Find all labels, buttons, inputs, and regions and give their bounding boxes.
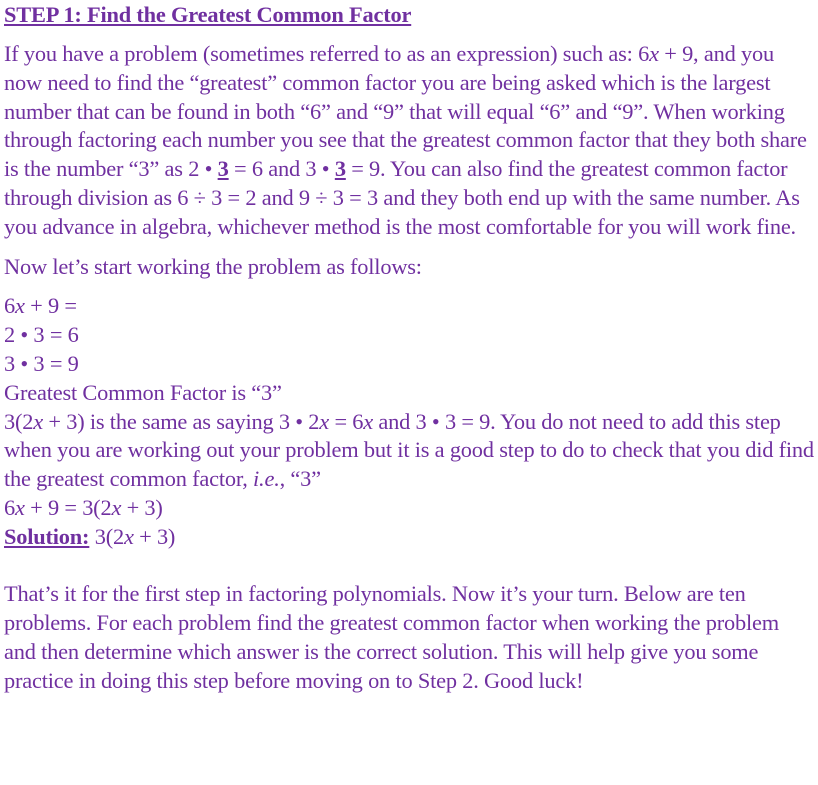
work-line-expression [4, 292, 816, 321]
solution-a: 3(2 [89, 523, 124, 549]
solution-b: + 3) [133, 523, 176, 549]
work-line-check [4, 408, 816, 494]
check-c: = 6 [329, 408, 364, 434]
work-line-1-b: + 9 = [24, 293, 77, 319]
check-var-2: x [319, 408, 330, 434]
solution-label: Solution: [4, 523, 90, 549]
check-d: and 3 • 3 = 9. You do not need to add this step when you are working out your problem but it is a good step to do to check that you did find the greatest common factor, [4, 408, 814, 492]
work-line-1-a: 6 [4, 293, 15, 319]
equation-var-2: x [111, 494, 122, 520]
work-line-equation [4, 494, 816, 523]
intro-text-1: If you have a problem (sometimes referred to as an expression) such as: 6 [4, 41, 650, 66]
work-line-gcf: Greatest Common Factor is “3” [4, 379, 282, 405]
worked-example [4, 292, 816, 551]
check-a: 3(2 [4, 408, 34, 434]
intro-var-x: x [649, 41, 659, 66]
equation-b: + 9 = 3(2 [24, 494, 112, 520]
check-var-3: x [363, 408, 374, 434]
check-b: + 3) is the same as saying 3 • 2 [43, 408, 320, 434]
check-var-1: x [33, 408, 43, 434]
work-line-1-var: x [15, 293, 25, 319]
solution-var: x [123, 523, 134, 549]
intro-text-3: = 6 and 3 • [228, 156, 335, 182]
closing-paragraph: That’s it for the first step in factoring polynomials. Now it’s your turn. Below are ten problems. For each problem find the greatest common factor when working the problem and then determine which answer is the correct solution. This will help give you some practice in doing this step before moving on to Step 2. Good luck! [4, 581, 779, 693]
equation-a: 6 [4, 494, 15, 520]
work-line-factor-9: 3 • 3 = 9 [4, 350, 79, 376]
equation-c: + 3) [121, 494, 163, 520]
work-line-factor-6: 2 • 3 = 6 [4, 322, 79, 348]
intro-bold-3a: 3 [217, 156, 229, 182]
intro-paragraph [4, 40, 816, 242]
document-page [4, 0, 816, 696]
intro-text-4: = 9. You can also find the greatest common factor through division as 6 ÷ 3 = 2 and 9 ÷ 3 = 3 and they both end up with the same number. As you advance in algebra, whichever method is the most comfortable for you will work fine. [4, 156, 800, 239]
check-ie: i.e. [253, 466, 280, 492]
intro-text-2: + 9, and you now need to find the “greatest” common factor you are being asked which is the largest number that can be found in both “6” and “9” that will equal “6” and “9”. When working through factoring each number you see that the greatest common factor that they both share is the number “3” as 2 • [4, 41, 807, 182]
step-heading: STEP 1: Find the Greatest Common Factor [4, 2, 412, 27]
work-line-solution [4, 523, 816, 552]
start-paragraph: Now let’s start working the problem as follows: [4, 253, 422, 279]
intro-bold-3b: 3 [334, 156, 346, 182]
equation-var-1: x [15, 494, 25, 520]
check-e: , “3” [279, 466, 321, 492]
